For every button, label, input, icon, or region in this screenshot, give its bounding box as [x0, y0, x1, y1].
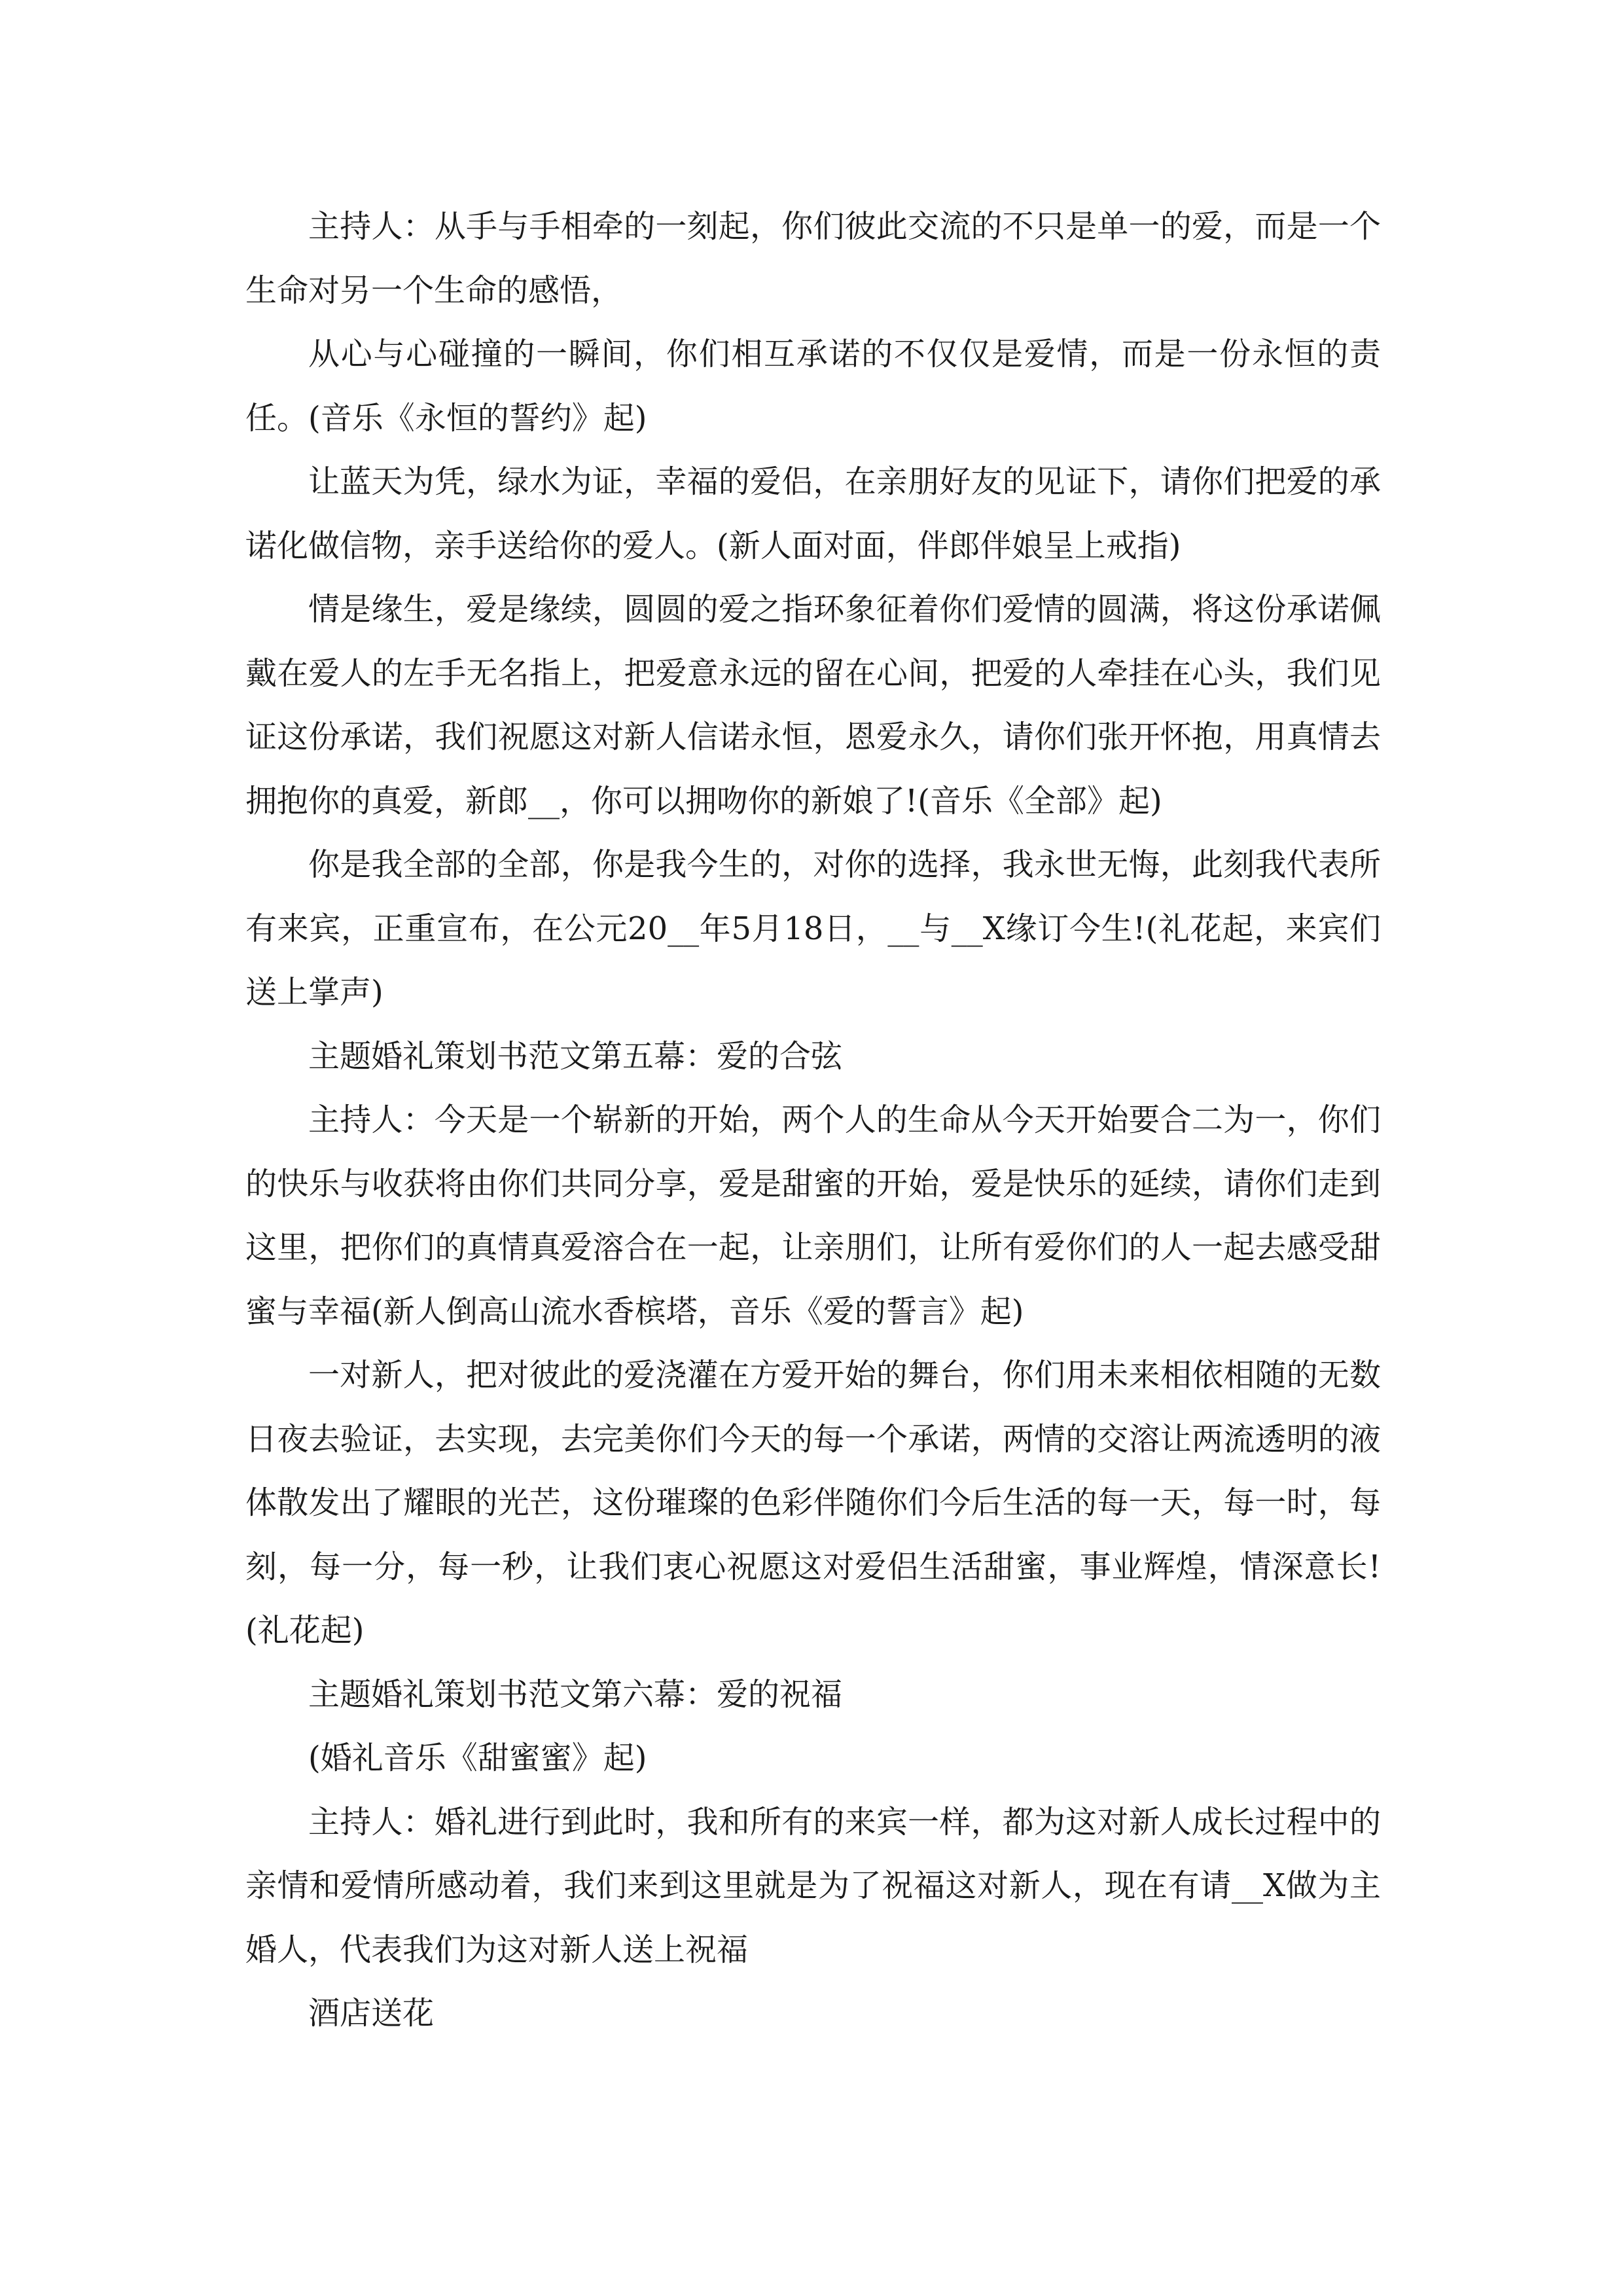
paragraph-host-blessing: 主持人：婚礼进行到此时，我和所有的来宾一样，都为这对新人成长过程中的亲情和爱情所感动着，我们来到这里就是为了祝福这对新人，现在有请__X做为主婚人，代表我们为这对新人送上祝福	[245, 1803, 1381, 1968]
paragraph-music-cue: (婚礼音乐《甜蜜蜜》起)	[308, 1740, 647, 1776]
paragraph-champagne-tower: 一对新人，把对彼此的爱浇灌在方爱开始的舞台，你们用未来相依相随的无数日夜去验证，去实现，去完美你们今天的每一个承诺，两情的交溶让两流透明的液体散发出了耀眼的光芒，这份璀璨的色彩伴随你们今后生活的每一天，每一时，每刻，每一分，每一秒，让我们衷心祝愿这对爱侣生活甜蜜，事业辉煌，情深意长!(礼花起)	[245, 1357, 1381, 1649]
paragraph-ring-meaning: 情是缘生，爱是缘续，圆圆的爱之指环象征着你们爱情的圆满，将这份承诺佩戴在爱人的左手无名指上，把爱意永远的留在心间，把爱的人牵挂在心头，我们见证这份承诺，我们祝愿这对新人信诺永恒，恩爱永久，请你们张开怀抱，用真情去拥抱你的真爱，新郎__，你可以拥吻你的新娘了!(音乐《全部》起)	[245, 591, 1381, 819]
section-heading-act-five: 主题婚礼策划书范文第五幕：爱的合弦	[308, 1037, 843, 1075]
section-heading-act-six: 主题婚礼策划书范文第六幕：爱的祝福	[308, 1676, 843, 1713]
paragraph-eternal-vow: 从心与心碰撞的一瞬间，你们相互承诺的不仅仅是爱情，而是一份永恒的责任。(音乐《永恒的誓约》起)	[245, 336, 1381, 437]
paragraph-hotel-flowers: 酒店送花	[308, 1995, 435, 2032]
paragraph-declaration: 你是我全部的全部，你是我今生的，对你的选择，我永世无悔，此刻我代表所有来宾，正重宣布，在公元20__年5月18日，__与__X缘订今生!(礼花起，来宾们送上掌声)	[245, 846, 1381, 1011]
paragraph-host-new-beginning: 主持人：今天是一个崭新的开始，两个人的生命从今天开始要合二为一，你们的快乐与收获将由你们共同分享，爱是甜蜜的开始，爱是快乐的延续，请你们走到这里，把你们的真情真爱溶合在一起，让亲朋们，让所有爱你们的人一起去感受甜蜜与幸福(新人倒高山流水香槟塔，音乐《爱的誓言》起)	[245, 1102, 1381, 1330]
document-body	[245, 195, 1381, 2046]
paragraph-ring-exchange: 让蓝天为凭，绿水为证，幸福的爱侣，在亲朋好友的见证下，请你们把爱的承诺化做信物，亲手送给你的爱人。(新人面对面，伴郎伴娘呈上戒指)	[245, 463, 1381, 564]
paragraph-host-opening: 主持人：从手与手相牵的一刻起，你们彼此交流的不只是单一的爱，而是一个生命对另一个生命的感悟，	[245, 208, 1381, 309]
